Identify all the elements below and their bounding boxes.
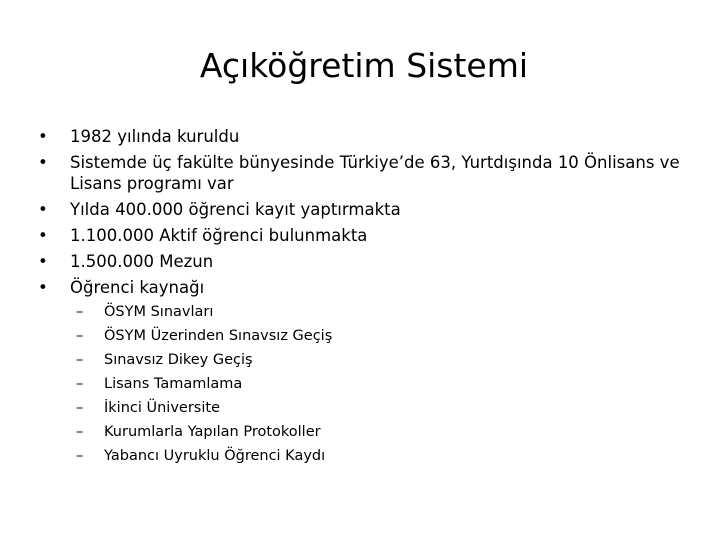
sub-bullet-text: Lisans Tamamlama bbox=[104, 376, 243, 392]
bullet-item bbox=[36, 277, 696, 298]
bullet-item bbox=[36, 126, 696, 147]
sub-bullet-marker: – bbox=[76, 304, 84, 320]
bullet-marker: • bbox=[38, 153, 48, 172]
sub-bullet-marker: – bbox=[76, 328, 84, 344]
sub-bullet-marker: – bbox=[76, 376, 84, 392]
bullet-marker: • bbox=[38, 127, 48, 146]
sub-bullet-text: ÖSYM Üzerinden Sınavsız Geçiş bbox=[104, 328, 333, 344]
sub-bullet-text: Kurumlarla Yapılan Protokoller bbox=[104, 424, 321, 440]
bullet-item bbox=[36, 152, 696, 194]
bullet-item bbox=[36, 251, 696, 272]
sub-bullet-text: İkinci Üniversite bbox=[104, 400, 220, 416]
sub-bullet-marker: – bbox=[76, 424, 84, 440]
sub-bullet-item bbox=[36, 327, 696, 346]
sub-bullet-marker: – bbox=[76, 400, 84, 416]
sub-bullet-text: ÖSYM Sınavları bbox=[104, 304, 214, 320]
sub-bullet-text: Yabancı Uyruklu Öğrenci Kaydı bbox=[104, 448, 326, 464]
sub-bullet-item bbox=[36, 399, 696, 418]
bullet-text: 1.100.000 Aktif öğrenci bulunmakta bbox=[70, 226, 368, 245]
bullet-text: Öğrenci kaynağı bbox=[70, 278, 205, 297]
sub-bullet-item bbox=[36, 375, 696, 394]
bullet-text: Sistemde üç fakülte bünyesinde Türkiye’de 63, Yurtdışında 10 Önlisans ve Lisans programı var bbox=[70, 153, 680, 193]
bullet-marker: • bbox=[38, 226, 48, 245]
bullet-text: Yılda 400.000 öğrenci kayıt yaptırmakta bbox=[70, 200, 401, 219]
bullet-marker: • bbox=[38, 278, 48, 297]
sub-bullet-item bbox=[36, 447, 696, 466]
sub-bullet-marker: – bbox=[76, 448, 84, 464]
sub-bullet-item bbox=[36, 423, 696, 442]
bullet-list bbox=[36, 126, 696, 471]
sub-bullet-marker: – bbox=[76, 352, 84, 368]
slide-title: Açıköğretim Sistemi bbox=[199, 46, 529, 85]
bullet-marker: • bbox=[38, 252, 48, 271]
sub-bullet-item bbox=[36, 303, 696, 322]
bullet-text: 1982 yılında kuruldu bbox=[70, 127, 240, 146]
sub-bullet-text: Sınavsız Dikey Geçiş bbox=[104, 352, 253, 368]
sub-bullet-item bbox=[36, 351, 696, 370]
bullet-text: 1.500.000 Mezun bbox=[70, 252, 214, 271]
bullet-item bbox=[36, 225, 696, 246]
bullet-item bbox=[36, 199, 696, 220]
bullet-marker: • bbox=[38, 200, 48, 219]
